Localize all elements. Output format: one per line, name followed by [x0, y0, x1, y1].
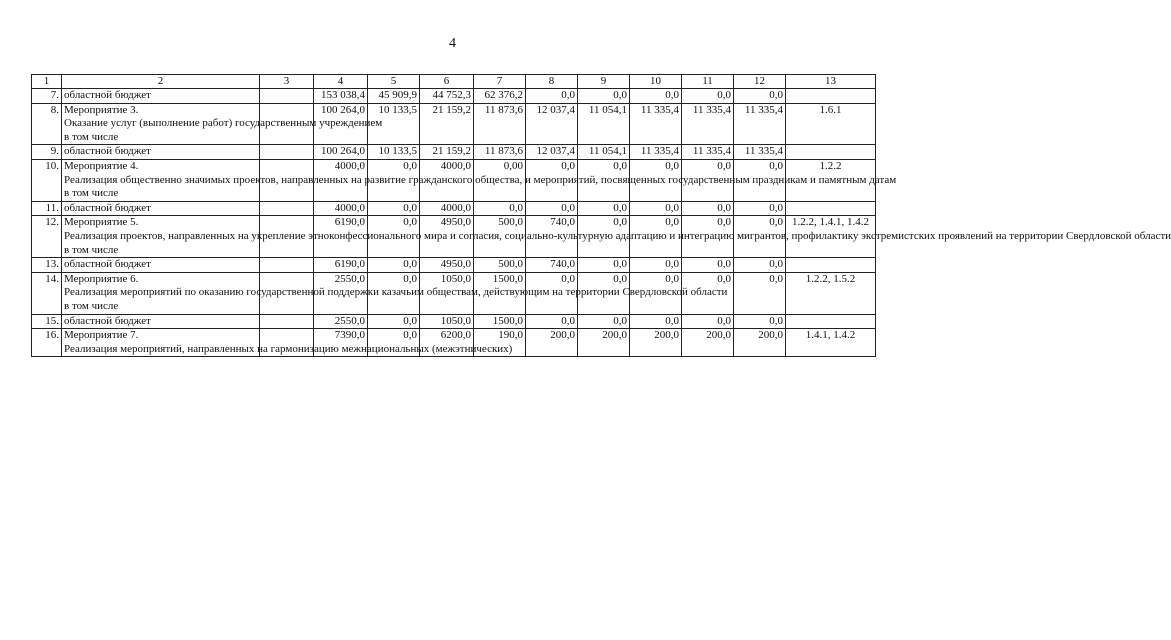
- row-number: 7.: [32, 89, 62, 104]
- value-cell-10: 0,0: [630, 258, 682, 273]
- header-cell-10: 10: [630, 75, 682, 89]
- value-cell-6: 1050,0: [420, 272, 474, 314]
- value-cell-5: 0,0: [368, 329, 420, 357]
- value-cell-4: 4000,0: [314, 201, 368, 216]
- table-row: [32, 216, 876, 258]
- row-description: Мероприятие 6. Реализация мероприятий по оказанию государственной поддержки казачьим обществам, действующим на территории Свердловской области в том числе: [62, 272, 260, 314]
- row-description: областной бюджет: [62, 89, 260, 104]
- value-cell-7: 11 873,6: [474, 103, 526, 145]
- value-cell-5: 0,0: [368, 258, 420, 273]
- value-cell-7: 190,0: [474, 329, 526, 357]
- value-cell-6: 4000,0: [420, 201, 474, 216]
- value-cell-10: 200,0: [630, 329, 682, 357]
- row-description: областной бюджет: [62, 201, 260, 216]
- value-cell-9: 0,0: [578, 201, 630, 216]
- header-cell-2: 2: [62, 75, 260, 89]
- table-row: [32, 314, 876, 329]
- value-cell-7: 1500,0: [474, 272, 526, 314]
- value-cell-6: 4950,0: [420, 216, 474, 258]
- row-description: областной бюджет: [62, 258, 260, 273]
- row-number: 13.: [32, 258, 62, 273]
- value-cell-5: 45 909,9: [368, 89, 420, 104]
- header-cell-13: 13: [786, 75, 876, 89]
- value-cell-11: 0,0: [682, 216, 734, 258]
- target-indicator-cell: 1.2.2: [786, 159, 876, 201]
- value-cell-7: 11 873,6: [474, 145, 526, 160]
- value-cell-3: [260, 314, 314, 329]
- value-cell-11: 0,0: [682, 258, 734, 273]
- table-row: [32, 201, 876, 216]
- value-cell-8: 12 037,4: [526, 145, 578, 160]
- header-cell-6: 6: [420, 75, 474, 89]
- target-indicator-cell: 1.2.2, 1.5.2: [786, 272, 876, 314]
- value-cell-12: 0,0: [734, 201, 786, 216]
- target-indicator-cell: 1.4.1, 1.4.2: [786, 329, 876, 357]
- row-description: Мероприятие 7. Реализация мероприятий, направленных на гармонизацию межнациональных (межэтнических): [62, 329, 260, 357]
- row-number: 8.: [32, 103, 62, 145]
- page-number: 4: [449, 36, 456, 51]
- value-cell-12: 0,0: [734, 89, 786, 104]
- value-cell-5: 0,0: [368, 314, 420, 329]
- header-cell-3: 3: [260, 75, 314, 89]
- value-cell-4: 100 264,0: [314, 145, 368, 160]
- value-cell-9: 11 054,1: [578, 145, 630, 160]
- target-indicator-cell: [786, 201, 876, 216]
- value-cell-10: 11 335,4: [630, 145, 682, 160]
- value-cell-8: 0,0: [526, 159, 578, 201]
- row-description: областной бюджет: [62, 145, 260, 160]
- value-cell-4: 2550,0: [314, 314, 368, 329]
- value-cell-8: 0,0: [526, 314, 578, 329]
- value-cell-5: 10 133,5: [368, 103, 420, 145]
- value-cell-9: 0,0: [578, 89, 630, 104]
- value-cell-9: 0,0: [578, 258, 630, 273]
- value-cell-10: 0,0: [630, 159, 682, 201]
- header-cell-5: 5: [368, 75, 420, 89]
- value-cell-7: 500,0: [474, 258, 526, 273]
- value-cell-6: 4950,0: [420, 258, 474, 273]
- target-indicator-cell: 1.6.1: [786, 103, 876, 145]
- row-number: 14.: [32, 272, 62, 314]
- value-cell-6: 1050,0: [420, 314, 474, 329]
- value-cell-6: 44 752,3: [420, 89, 474, 104]
- header-cell-12: 12: [734, 75, 786, 89]
- value-cell-12: 0,0: [734, 314, 786, 329]
- header-cell-9: 9: [578, 75, 630, 89]
- value-cell-11: 0,0: [682, 89, 734, 104]
- row-number: 10.: [32, 159, 62, 201]
- value-cell-11: 0,0: [682, 314, 734, 329]
- header-row: [32, 75, 876, 89]
- value-cell-6: 6200,0: [420, 329, 474, 357]
- header-cell-4: 4: [314, 75, 368, 89]
- value-cell-12: 0,0: [734, 159, 786, 201]
- table-row: [32, 145, 876, 160]
- header-cell-8: 8: [526, 75, 578, 89]
- row-number: 11.: [32, 201, 62, 216]
- row-description: Мероприятие 5. Реализация проектов, направленных на укрепление этноконфессионального мира и согласия, социально-культурную адаптацию и интеграцию мигрантов, профилактику экстремистских проявлений на территории Свердловской области в том числе: [62, 216, 260, 258]
- value-cell-8: 0,0: [526, 272, 578, 314]
- table-row: [32, 89, 876, 104]
- target-indicator-cell: [786, 145, 876, 160]
- value-cell-3: [260, 145, 314, 160]
- table-row: [32, 329, 876, 357]
- table-row: [32, 159, 876, 201]
- row-description: областной бюджет: [62, 314, 260, 329]
- header-cell-7: 7: [474, 75, 526, 89]
- value-cell-12: 11 335,4: [734, 103, 786, 145]
- row-number: 16.: [32, 329, 62, 357]
- value-cell-11: 0,0: [682, 272, 734, 314]
- value-cell-10: 0,0: [630, 272, 682, 314]
- value-cell-11: 0,0: [682, 159, 734, 201]
- value-cell-9: 11 054,1: [578, 103, 630, 145]
- value-cell-5: 0,0: [368, 159, 420, 201]
- table-row: [32, 272, 876, 314]
- table-row: [32, 258, 876, 273]
- target-indicator-cell: [786, 258, 876, 273]
- value-cell-8: 0,0: [526, 201, 578, 216]
- value-cell-9: 0,0: [578, 159, 630, 201]
- header-cell-11: 11: [682, 75, 734, 89]
- value-cell-5: 0,0: [368, 201, 420, 216]
- value-cell-10: 0,0: [630, 314, 682, 329]
- target-indicator-cell: [786, 314, 876, 329]
- value-cell-11: 200,0: [682, 329, 734, 357]
- value-cell-11: 11 335,4: [682, 103, 734, 145]
- value-cell-6: 21 159,2: [420, 103, 474, 145]
- header-cell-1: 1: [32, 75, 62, 89]
- value-cell-11: 11 335,4: [682, 145, 734, 160]
- table-body: [32, 75, 1171, 357]
- value-cell-9: 200,0: [578, 329, 630, 357]
- value-cell-5: 0,0: [368, 216, 420, 258]
- value-cell-6: 4000,0: [420, 159, 474, 201]
- program-table: [31, 74, 1171, 357]
- value-cell-10: 0,0: [630, 216, 682, 258]
- value-cell-7: 0,0: [474, 201, 526, 216]
- value-cell-8: 740,0: [526, 216, 578, 258]
- value-cell-4: 100 264,0: [314, 103, 368, 145]
- value-cell-8: 0,0: [526, 89, 578, 104]
- value-cell-12: 0,0: [734, 272, 786, 314]
- value-cell-4: 6190,0: [314, 216, 368, 258]
- value-cell-6: 21 159,2: [420, 145, 474, 160]
- value-cell-12: 11 335,4: [734, 145, 786, 160]
- value-cell-4: 4000,0: [314, 159, 368, 201]
- value-cell-12: 0,0: [734, 258, 786, 273]
- value-cell-3: [260, 201, 314, 216]
- value-cell-10: 0,0: [630, 201, 682, 216]
- value-cell-12: 0,0: [734, 216, 786, 258]
- value-cell-12: 200,0: [734, 329, 786, 357]
- row-description: Мероприятие 4. Реализация общественно значимых проектов, направленных на развитие гражданского общества, и мероприятий, посвященных государственным праздникам и памятным датам в том числе: [62, 159, 260, 201]
- value-cell-8: 12 037,4: [526, 103, 578, 145]
- target-indicator-cell: [786, 89, 876, 104]
- value-cell-7: 500,0: [474, 216, 526, 258]
- value-cell-11: 0,0: [682, 201, 734, 216]
- value-cell-4: 2550,0: [314, 272, 368, 314]
- row-description: Мероприятие 3. Оказание услуг (выполнение работ) государственным учреждением в том числе: [62, 103, 260, 145]
- value-cell-8: 200,0: [526, 329, 578, 357]
- value-cell-9: 0,0: [578, 272, 630, 314]
- value-cell-3: [260, 258, 314, 273]
- value-cell-8: 740,0: [526, 258, 578, 273]
- value-cell-7: 1500,0: [474, 314, 526, 329]
- value-cell-3: [260, 89, 314, 104]
- value-cell-4: 153 038,4: [314, 89, 368, 104]
- table-row: [32, 103, 876, 145]
- value-cell-4: 7390,0: [314, 329, 368, 357]
- value-cell-9: 0,0: [578, 314, 630, 329]
- value-cell-5: 10 133,5: [368, 145, 420, 160]
- value-cell-4: 6190,0: [314, 258, 368, 273]
- value-cell-9: 0,0: [578, 216, 630, 258]
- value-cell-7: 0,00: [474, 159, 526, 201]
- value-cell-5: 0,0: [368, 272, 420, 314]
- row-number: 15.: [32, 314, 62, 329]
- value-cell-7: 62 376,2: [474, 89, 526, 104]
- target-indicator-cell: 1.2.2, 1.4.1, 1.4.2: [786, 216, 876, 258]
- row-number: 12.: [32, 216, 62, 258]
- value-cell-10: 0,0: [630, 89, 682, 104]
- value-cell-10: 11 335,4: [630, 103, 682, 145]
- row-number: 9.: [32, 145, 62, 160]
